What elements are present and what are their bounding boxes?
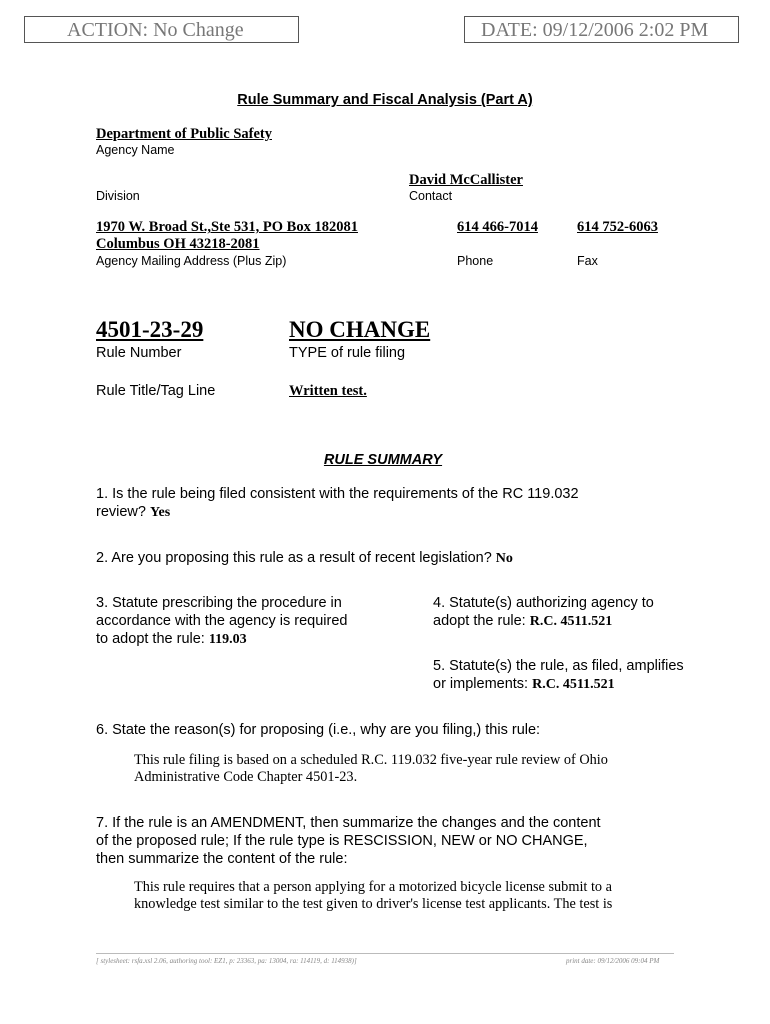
footer-metadata: [ stylesheet: rsfa.xsl 2.06, authoring tool: EZ1, p: 23363, pa: 13004, ra: 114119, d: 114938)]: [96, 957, 357, 965]
question-5-answer: R.C. 4511.521: [532, 677, 615, 692]
question-7-answer-line-1: This rule requires that a person applying for a motorized bicycle license submit to a: [134, 879, 613, 895]
question-3-answer: 119.03: [208, 632, 247, 647]
question-3: [96, 594, 347, 649]
agency-name-label: Agency Name: [96, 143, 175, 157]
document-title: Rule Summary and Fiscal Analysis (Part A): [237, 92, 533, 108]
rule-number: 4501-23-29: [96, 317, 204, 342]
question-7: [96, 814, 601, 868]
date-text: DATE: 09/12/2006 2:02 PM: [481, 19, 709, 41]
rule-summary-heading: RULE SUMMARY: [323, 452, 443, 468]
action-box: [24, 16, 299, 43]
question-5: [433, 657, 684, 694]
question-5-line-1: 5. Statute(s) the rule, as filed, amplifies: [433, 658, 684, 674]
question-7-answer: [134, 879, 612, 913]
question-1-line-1: 1. Is the rule being filed consistent with the requirements of the RC 119.032: [96, 486, 579, 502]
division-label: Division: [96, 189, 140, 203]
question-1-answer: Yes: [150, 505, 171, 520]
rule-title: Written test.: [289, 383, 367, 399]
question-7-line-2: of the proposed rule; If the rule type is RESCISSION, NEW or NO CHANGE,: [96, 833, 588, 849]
address-line-1: 1970 W. Broad St.,Ste 531, PO Box 182081: [96, 219, 358, 235]
footer-divider: [96, 953, 674, 954]
action-text: ACTION: No Change: [67, 19, 244, 41]
question-4-line-2: adopt the rule:: [433, 613, 526, 629]
question-1-line-2: review?: [96, 504, 146, 520]
footer-print-date: print date: 09/12/2006 09:04 PM: [566, 957, 660, 965]
date-box: [464, 16, 739, 43]
contact-name: David McCallister: [409, 172, 523, 188]
question-2-answer: No: [495, 551, 513, 566]
question-4: [433, 594, 654, 631]
question-6-answer-line-1: This rule filing is based on a scheduled R.C. 119.032 five-year rule review of Ohio: [134, 752, 608, 768]
question-3-line-1: 3. Statute prescribing the procedure in: [96, 595, 342, 611]
agency-name: Department of Public Safety: [96, 126, 272, 142]
address-label: Agency Mailing Address (Plus Zip): [96, 254, 287, 268]
question-7-line-3: then summarize the content of the rule:: [96, 851, 348, 867]
question-6: [96, 721, 540, 739]
question-6-answer-line-2: Administrative Code Chapter 4501-23.: [134, 769, 358, 785]
question-7-line-1: 7. If the rule is an AMENDMENT, then summarize the changes and the content: [96, 815, 601, 831]
address-line-2: Columbus OH 43218-2081: [96, 236, 260, 252]
question-1: [96, 485, 579, 522]
question-3-line-2: accordance with the agency is required: [96, 613, 348, 629]
rule-number-label: Rule Number: [96, 345, 182, 361]
rule-type-label: TYPE of rule filing: [289, 345, 406, 361]
rule-type: NO CHANGE: [289, 317, 431, 342]
question-2-text: 2. Are you proposing this rule as a result of recent legislation?: [96, 550, 492, 566]
phone-label: Phone: [457, 254, 494, 268]
question-5-line-2: or implements:: [433, 676, 529, 692]
fax-number: 614 752-6063: [577, 219, 658, 235]
question-4-line-1: 4. Statute(s) authorizing agency to: [433, 595, 654, 611]
question-6-text: 6. State the reason(s) for proposing (i.e., why are you filing,) this rule:: [96, 722, 541, 738]
contact-label: Contact: [409, 189, 453, 203]
question-2: [96, 549, 513, 568]
phone-number: 614 466-7014: [457, 219, 538, 235]
question-4-answer: R.C. 4511.521: [529, 614, 613, 629]
question-7-answer-line-2: knowledge test similar to the test given to driver's license test applicants. The test is: [134, 896, 613, 912]
fax-label: Fax: [577, 254, 598, 268]
rule-title-label: Rule Title/Tag Line: [96, 383, 216, 399]
question-6-answer: [134, 752, 608, 786]
question-3-line-3: to adopt the rule:: [96, 631, 205, 647]
